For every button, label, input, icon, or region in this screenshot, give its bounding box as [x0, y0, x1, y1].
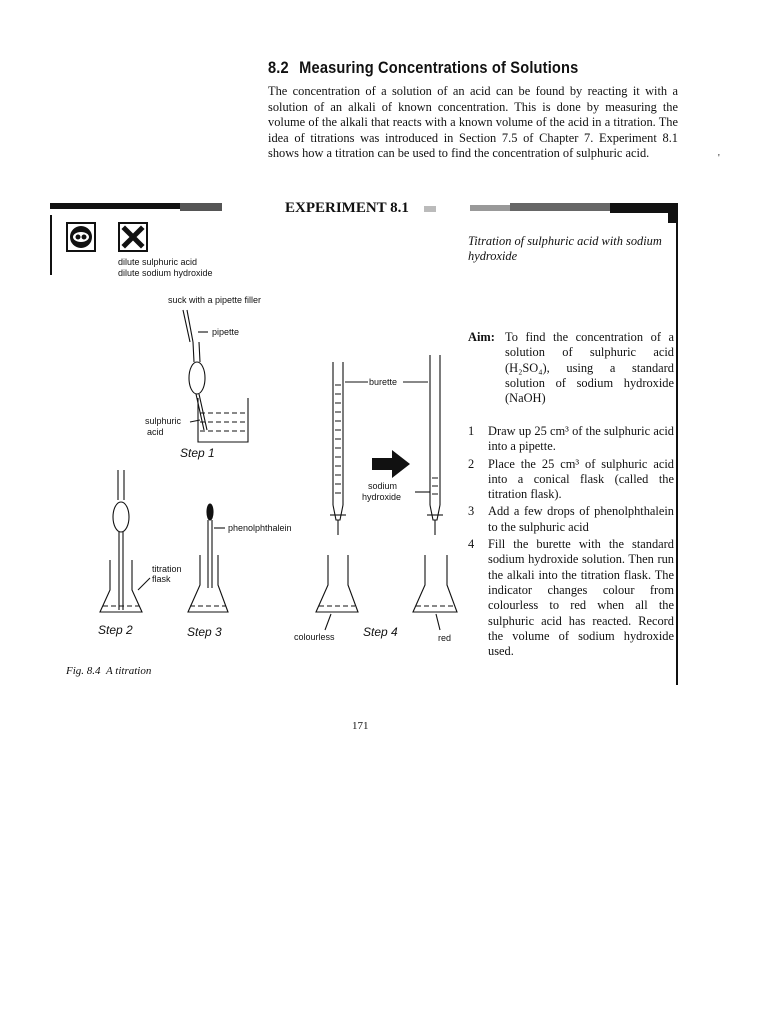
hazard-label-acid: dilute sulphuric acid — [118, 257, 198, 267]
label-titration: titration — [152, 564, 182, 574]
arrow-right-icon — [372, 450, 410, 478]
page-number: 171 — [352, 720, 369, 732]
label-burette: burette — [369, 377, 398, 387]
step-text: Add a few drops of phenolphthalein to the sulphuric acid — [488, 504, 674, 534]
step-list — [468, 424, 674, 661]
aim-text: To find the concentration of a solution of sulphuric acid (H₂SO₄), using a standard solution of sodium hydroxide (NaOH) — [505, 330, 674, 406]
label-step4: Step 4 — [363, 625, 398, 639]
section-title: Measuring Concentrations of Solutions — [299, 58, 579, 77]
frame-left-rule — [50, 215, 52, 275]
aim-block — [468, 330, 674, 406]
step-text: Draw up 25 cm³ of the sulphuric acid into a pipette. — [488, 424, 674, 454]
hazard-icons — [66, 222, 156, 256]
frame-right-rule — [676, 215, 678, 685]
titration-diagram — [0, 290, 470, 660]
label-sodium: sodium — [368, 481, 398, 491]
experiment-subtitle: Titration of sulphuric acid with sodium hydroxide — [468, 234, 662, 263]
label-step1: Step 1 — [180, 446, 215, 460]
list-item — [468, 457, 674, 503]
label-red: red — [438, 633, 452, 643]
step-text: Fill the burette with the standard sodium hydroxide solution. Then run the alkali into the titration flask. The indicator changes colour from colourless to red when all the sulphuric acid has reacted. Record the volume of sodium hydroxide used. — [488, 537, 674, 659]
step-number: 4 — [468, 537, 475, 552]
label-hydroxide: hydroxide — [362, 492, 402, 502]
label-acid: acid — [147, 427, 164, 437]
experiment-title: EXPERIMENT 8.1 — [285, 200, 409, 216]
aim-label: Aim: — [468, 330, 495, 344]
label-sulphuric: sulphuric — [145, 416, 182, 426]
list-item — [468, 504, 674, 535]
margin-mark: ' — [718, 153, 720, 164]
figure-caption-number: Fig. 8.4 — [66, 665, 101, 677]
label-phenolphthalein: phenolphthalein — [228, 523, 292, 533]
intro-paragraph: The concentration of a solution of an acid can be found by reacting it with a solution of an alkali of known concentration. This is done by measuring the volume of the alkali that reacts with a known volume of the acid in a titration. The idea of titrations was introduced in Section 7.5 of Chapter 7. Experiment 8.1 shows how a titration can be used to find the concentration of sulphuric acid. — [268, 84, 678, 161]
list-item — [468, 537, 674, 659]
figure-caption — [66, 665, 151, 677]
label-colourless: colourless — [294, 632, 335, 642]
label-step3: Step 3 — [187, 625, 222, 639]
harmful-cross-icon — [118, 222, 148, 252]
step-number: 2 — [468, 456, 475, 471]
section-heading — [268, 58, 578, 78]
section-number: 8.2 — [268, 58, 289, 77]
label-flask: flask — [152, 574, 171, 584]
step-number: 1 — [468, 424, 475, 438]
hazard-label-alkali: dilute sodium hydroxide — [118, 268, 213, 278]
step-text: Place the 25 cm³ of sulphuric acid into a conical flask (called the titration flask). — [488, 456, 674, 502]
figure-caption-text: A titration — [106, 665, 152, 677]
label-step2: Step 2 — [98, 623, 133, 637]
label-pipette: pipette — [212, 327, 240, 337]
goggles-icon — [66, 222, 96, 252]
label-suck: suck with a pipette filler — [168, 295, 262, 305]
list-item — [468, 424, 674, 455]
hazard-labels — [118, 257, 213, 279]
step-number: 3 — [468, 504, 475, 519]
